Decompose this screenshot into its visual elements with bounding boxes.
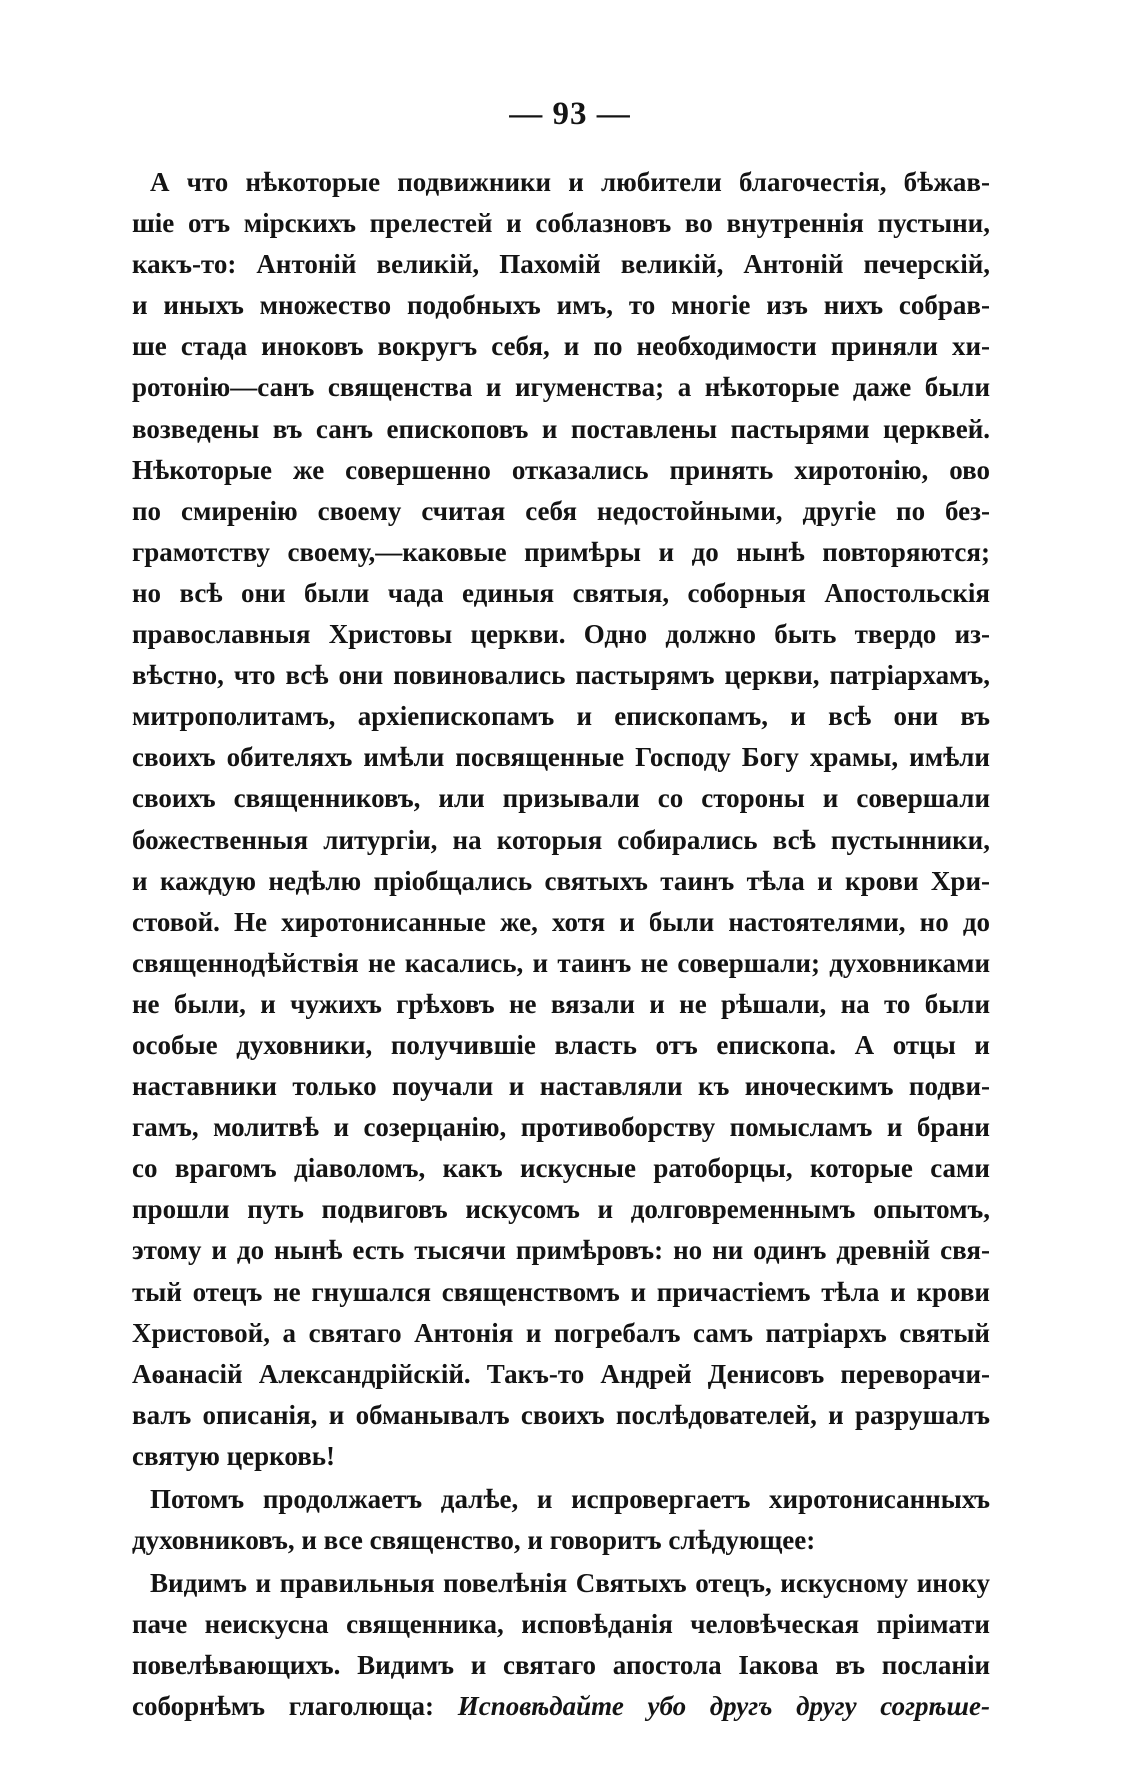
text-line-mixed bbox=[132, 1686, 990, 1727]
text-line: особые духовники, получившіе власть отъ епископа. А отцы и bbox=[132, 1029, 990, 1060]
paragraph-3 bbox=[132, 1563, 990, 1727]
text-line: митрополитамъ, архіепископамъ и епископамъ, и всѣ они въ bbox=[132, 701, 990, 732]
text-line: Аѳанасій Александрійскій. Такъ-то Андрей Денисовъ переворачи- bbox=[132, 1358, 990, 1389]
paragraph-2 bbox=[132, 1479, 990, 1561]
text-line: какъ-то: Антоній великій, Пахомій великій, Антоній печерскій, bbox=[132, 249, 990, 280]
text-line: святую церковь! bbox=[132, 1440, 336, 1471]
text-line: и иныхъ множество подобныхъ имъ, то многіе изъ нихъ собрав- bbox=[132, 290, 990, 321]
text-run-normal: соборнѣмъ глаголюща: bbox=[132, 1691, 458, 1722]
text-line: шіе отъ мірскихъ прелестей и соблазновъ во внутреннія пустыни, bbox=[132, 208, 990, 239]
text-line: Нѣкоторые же совершенно отказались принять хиротонію, ово bbox=[132, 454, 990, 485]
text-line: ротонію—санъ священства и игуменства; а нѣкоторые даже были bbox=[132, 372, 990, 403]
text-line: валъ описанія, и обманывалъ своихъ послѣдователей, и разрушалъ bbox=[132, 1399, 990, 1430]
text-line: по смиренію своему считая себя недостойными, другіе по без- bbox=[132, 495, 990, 526]
text-line: духовниковъ, и все священство, и говоритъ слѣдующее: bbox=[132, 1525, 816, 1556]
paragraph-1 bbox=[132, 162, 990, 1477]
text-line: своихъ обителяхъ имѣли посвященные Господу Богу храмы, имѣли bbox=[132, 742, 990, 773]
text-line: но всѣ они были чада единыя святыя, соборныя Апостольскія bbox=[132, 577, 990, 608]
text-line: наставники только поучали и наставляли къ иноческимъ подви- bbox=[132, 1071, 990, 1102]
text-line: со врагомъ діаволомъ, какъ искусные ратоборцы, которые сами bbox=[132, 1153, 990, 1184]
text-line: Христовой, а святаго Антонія и погребалъ самъ патріархъ святый bbox=[132, 1317, 990, 1348]
text-line: своихъ священниковъ, или призывали со стороны и совершали bbox=[132, 783, 990, 814]
text-line: грамотству своему,—каковые примѣры и до нынѣ повторяются; bbox=[132, 536, 990, 567]
text-line: и каждую недѣлю пріобщались святыхъ таинъ тѣла и крови Хри- bbox=[132, 865, 990, 896]
text-line: стовой. Не хиротонисанные же, хотя и были настоятелями, но до bbox=[132, 906, 990, 937]
text-line: Видимъ и правильныя повелѣнія Святыхъ отецъ, искусному иноку bbox=[150, 1568, 990, 1599]
text-line: гамъ, молитвѣ и созерцанію, противоборству помысламъ и брани bbox=[132, 1112, 990, 1143]
text-line: ше стада иноковъ вокругъ себя, и по необходимости приняли хи- bbox=[132, 331, 990, 362]
text-line: этому и до нынѣ есть тысячи примѣровъ: но ни одинъ древній свя- bbox=[132, 1235, 990, 1266]
text-line: не были, и чужихъ грѣховъ не вязали и не рѣшали, на то были bbox=[132, 988, 990, 1019]
text-line: повелѣвающихъ. Видимъ и святаго апостола Іакова въ посланіи bbox=[132, 1650, 990, 1681]
text-run-italic: Исповѣдайте убо другъ другу согрѣше- bbox=[457, 1691, 990, 1722]
text-line: православныя Христовы церкви. Одно должно быть твердо из- bbox=[132, 619, 990, 650]
text-line: священнодѣйствія не касались, и таинъ не совершали; духовниками bbox=[132, 947, 990, 978]
text-line: прошли путь подвиговъ искусомъ и долговременнымъ опытомъ, bbox=[132, 1194, 990, 1225]
text-line: тый отецъ не гнушался священствомъ и причастіемъ тѣла и крови bbox=[132, 1276, 990, 1307]
body-text bbox=[132, 162, 990, 1728]
text-line: вѣстно, что всѣ они повиновались пастырямъ церкви, патріархамъ, bbox=[132, 660, 990, 691]
text-line: А что нѣкоторые подвижники и любители благочестія, бѣжав- bbox=[150, 167, 990, 197]
text-line: возведены въ санъ епископовъ и поставлены пастырями церквей. bbox=[132, 413, 990, 444]
text-line: Потомъ продолжаетъ далѣе, и испровергаетъ хиротонисанныхъ bbox=[150, 1484, 990, 1514]
text-line: божественныя литургіи, на которыя собирались всѣ пустынники, bbox=[132, 824, 990, 855]
page-number: — 93 — bbox=[509, 96, 631, 132]
text-line: паче неискусна священника, исповѣданія человѣческая пріимати bbox=[132, 1609, 990, 1640]
